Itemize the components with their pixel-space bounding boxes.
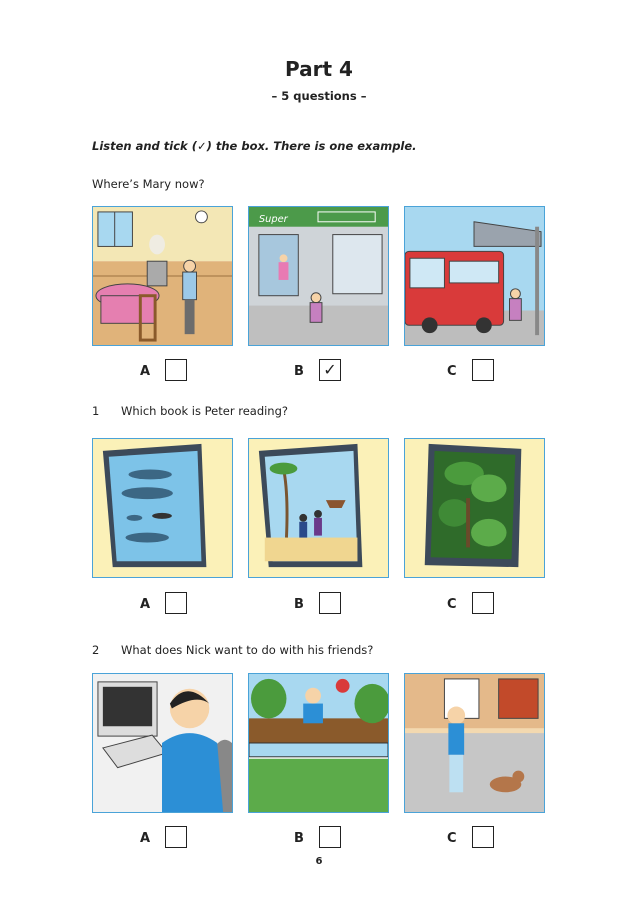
q2-tickbox-b[interactable] bbox=[319, 826, 341, 848]
q2-letter-b: B bbox=[294, 831, 304, 846]
q2-tickbox-c[interactable] bbox=[472, 826, 494, 848]
q1-tickbox-b[interactable] bbox=[319, 592, 341, 614]
q1-tickbox-a[interactable] bbox=[165, 592, 187, 614]
q2-picture-c bbox=[404, 673, 545, 813]
q1-picture-c bbox=[404, 438, 545, 578]
question-1-number: 1 bbox=[92, 404, 100, 418]
example-tickbox-b[interactable]: ✓ bbox=[319, 359, 341, 381]
page-subtitle: – 5 questions – bbox=[271, 89, 367, 103]
question-1-text: Which book is Peter reading? bbox=[121, 404, 289, 418]
example-picture-c bbox=[404, 206, 545, 346]
example-picture-b bbox=[248, 206, 389, 346]
q2-letter-a: A bbox=[140, 831, 151, 846]
q1-picture-b bbox=[248, 438, 389, 578]
page-number: 6 bbox=[315, 856, 323, 867]
shop-sign: Super bbox=[258, 213, 288, 225]
question-2-text: What does Nick want to do with his friends? bbox=[121, 643, 374, 657]
example-letter-a: A bbox=[140, 364, 151, 379]
instruction-text: Listen and tick (✓) the box. There is one example. bbox=[92, 139, 417, 153]
q1-letter-b: B bbox=[294, 597, 304, 612]
example-tickbox-c[interactable] bbox=[472, 359, 494, 381]
q1-picture-a bbox=[92, 438, 233, 578]
q2-picture-b bbox=[248, 673, 389, 813]
q1-letter-c: C bbox=[447, 597, 457, 612]
page-title: Part 4 bbox=[285, 57, 353, 81]
example-picture-a bbox=[92, 206, 233, 346]
example-letter-b: B bbox=[294, 364, 304, 379]
example-letter-c: C bbox=[447, 364, 457, 379]
q2-picture-a bbox=[92, 673, 233, 813]
q1-tickbox-c[interactable] bbox=[472, 592, 494, 614]
example-question: Where’s Mary now? bbox=[92, 177, 205, 191]
q1-letter-a: A bbox=[140, 597, 151, 612]
example-tickbox-a[interactable] bbox=[165, 359, 187, 381]
q2-letter-c: C bbox=[447, 831, 457, 846]
q2-tickbox-a[interactable] bbox=[165, 826, 187, 848]
question-2-number: 2 bbox=[92, 643, 100, 657]
